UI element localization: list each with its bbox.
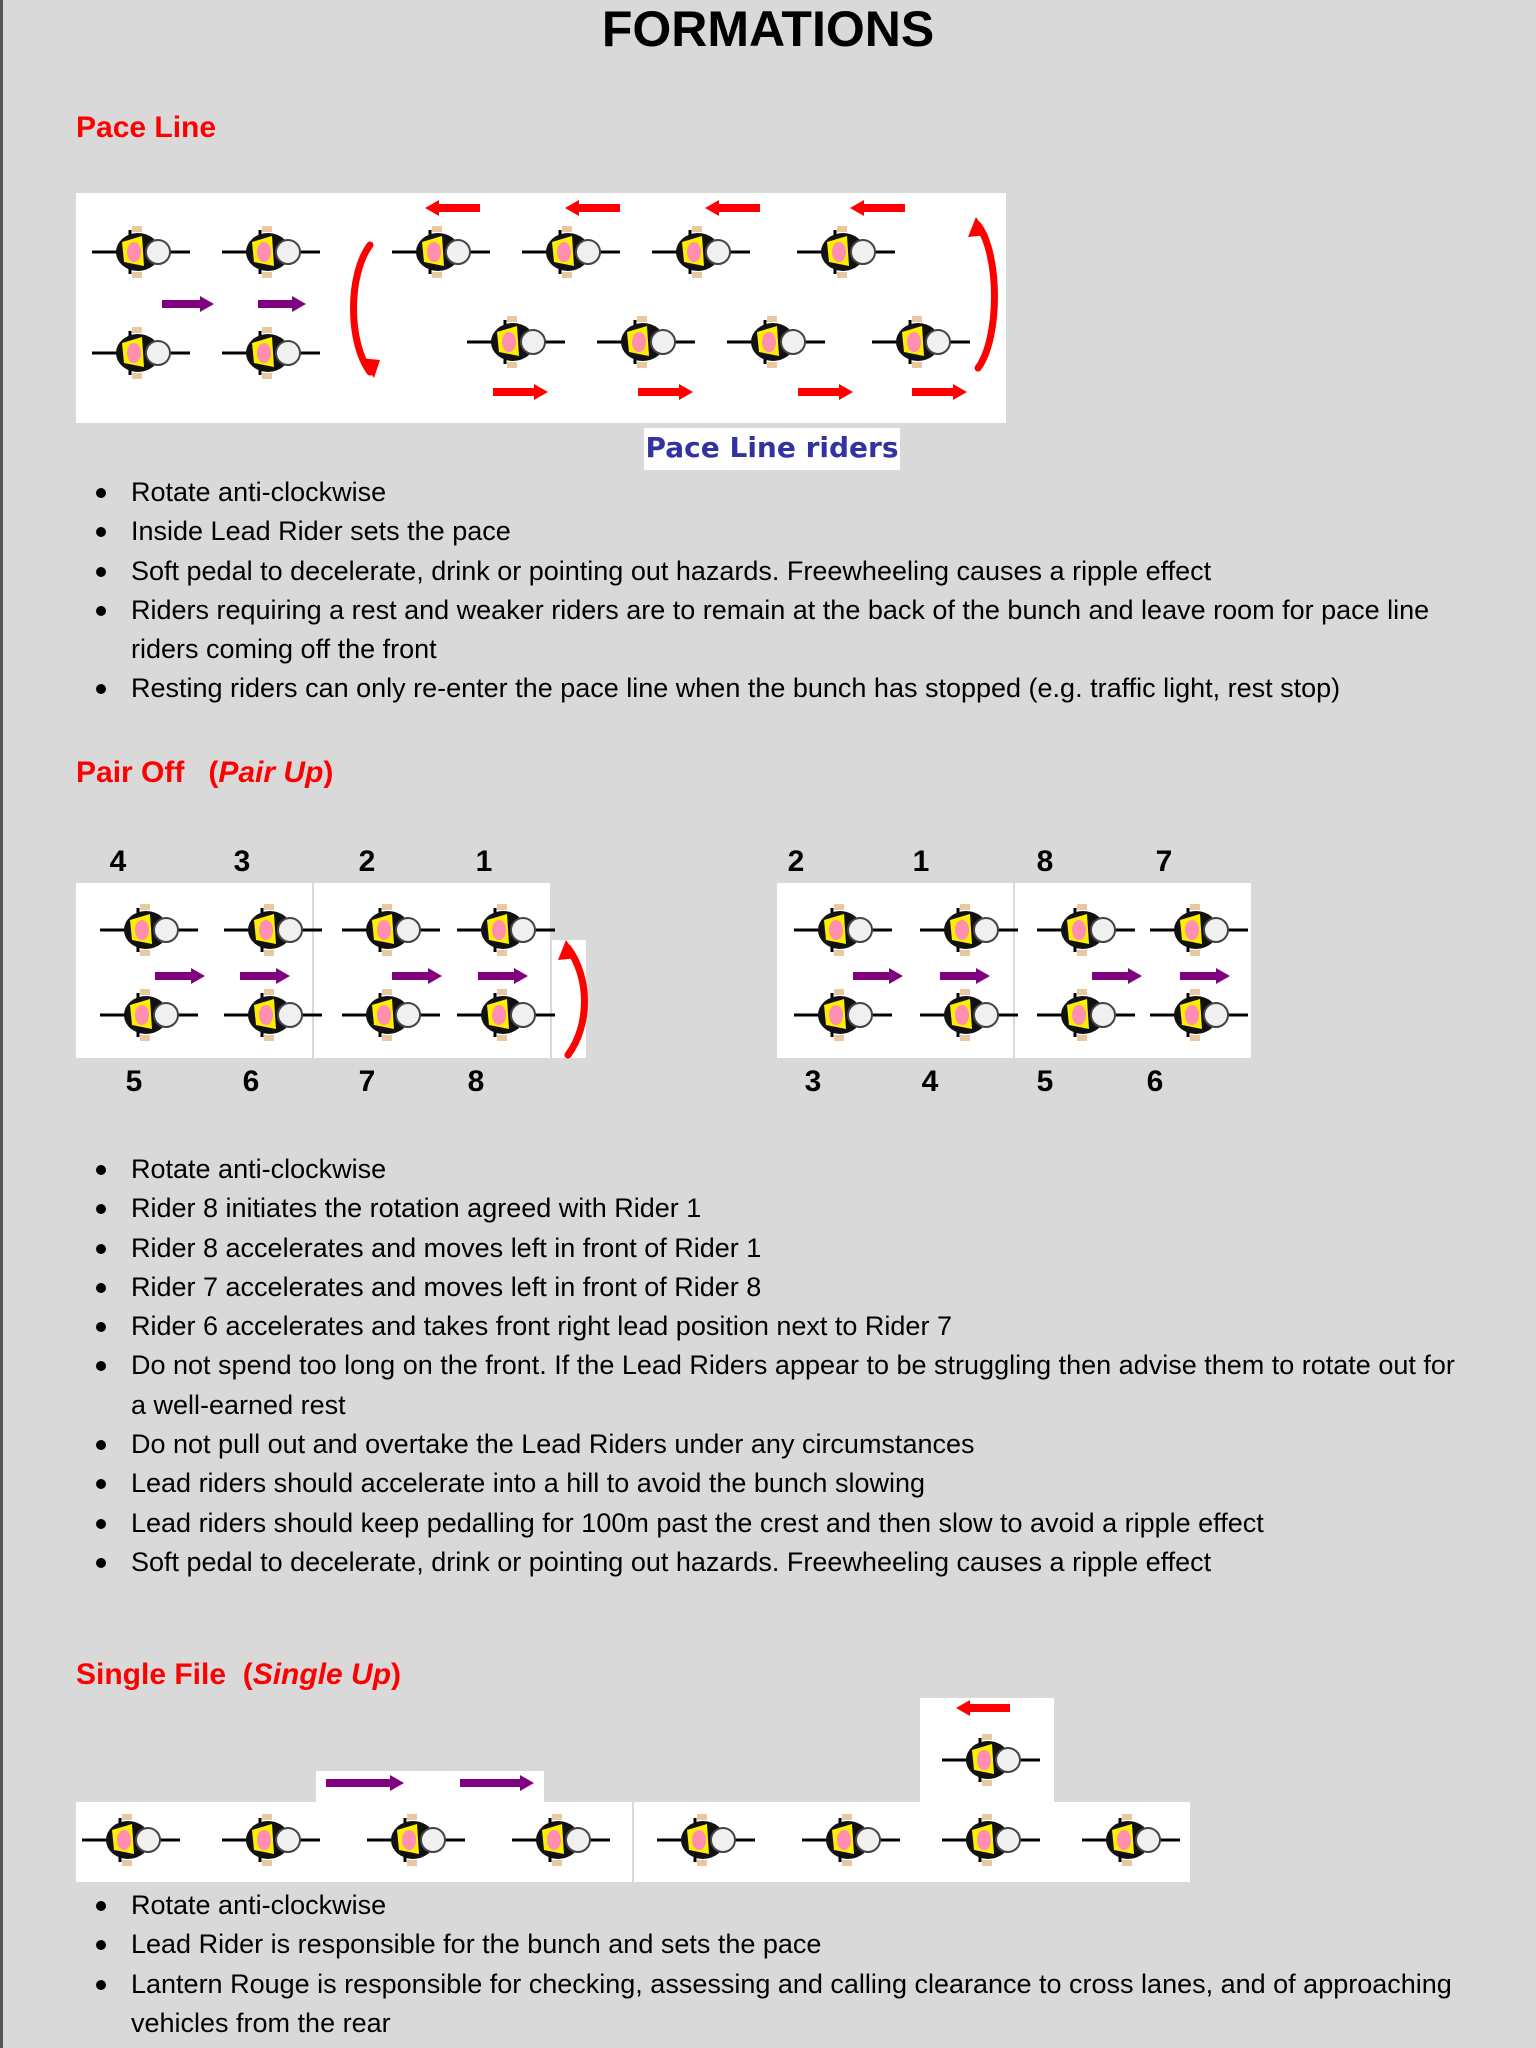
list-item: Rider 6 accelerates and takes front right lead position next to Rider 7 [76, 1307, 1476, 1346]
pair-off-heading-text: Pair Off [76, 756, 185, 789]
list-item: Rotate anti-clockwise [76, 1886, 1476, 1925]
cyclist-icon [942, 1814, 1040, 1866]
list-item: Rider 7 accelerates and moves left in front of Rider 8 [76, 1268, 1476, 1307]
cyclist-icon [367, 1814, 465, 1866]
pace-line-caption: Pace Line riders [644, 428, 900, 470]
list-item: Rider 8 accelerates and moves left in front of Rider 1 [76, 1229, 1476, 1268]
cyclist-icon [222, 1814, 320, 1866]
rider-number: 4 [921, 1065, 939, 1098]
arrow-left-icon [956, 1700, 1010, 1716]
rider-number: 2 [358, 845, 376, 878]
cyclist-icon [82, 1814, 180, 1866]
list-item: Lead Rider is responsible for the bunch and sets the pace [76, 1925, 1476, 1964]
pair-off-heading: Pair Off (Pair Up) [76, 756, 334, 789]
rider-number: 6 [1146, 1065, 1164, 1098]
rider-number: 8 [1036, 845, 1054, 878]
list-item: Lead riders should keep pedalling for 100m past the crest and then slow to avoid a ripple effect [76, 1504, 1476, 1543]
list-item: Lead riders should accelerate into a hill to avoid the bunch slowing [76, 1464, 1476, 1503]
list-item: Rotate anti-clockwise [76, 473, 1476, 512]
rider-number: 7 [358, 1065, 376, 1098]
list-item: Do not pull out and overtake the Lead Riders under any circumstances [76, 1425, 1476, 1464]
cyclist-icon [657, 1814, 755, 1866]
arrow-right-icon [460, 1775, 534, 1791]
rider-number: 1 [475, 845, 493, 878]
rider-number: 2 [787, 845, 805, 878]
rider-number: 3 [233, 845, 251, 878]
list-item: Lantern Rouge is responsible for checking, assessing and calling clearance to cross lanes, and of approaching vehicles from the rear [76, 1965, 1476, 2044]
rider-number: 4 [109, 845, 127, 878]
list-item: Do not spend too long on the front. If the Lead Riders appear to be struggling then advise them to rotate out for a well-earned rest [76, 1346, 1476, 1425]
list-item: Soft pedal to decelerate, drink or pointing out hazards. Freewheeling causes a ripple effect [76, 1543, 1476, 1582]
list-item: Rider 8 initiates the rotation agreed with Rider 1 [76, 1189, 1476, 1228]
single-file-heading-text: Single File [76, 1658, 227, 1691]
rider-number: 5 [125, 1065, 143, 1098]
single-file-heading: Single File (Single Up) [76, 1658, 402, 1691]
rider-number: 5 [1036, 1065, 1054, 1098]
rider-number: 8 [467, 1065, 485, 1098]
single-file-bullet-list [76, 1886, 1476, 2043]
list-item: Riders requiring a rest and weaker riders are to remain at the back of the bunch and leave room for pace line riders coming off the front [76, 591, 1476, 670]
cyclist-icon [802, 1814, 900, 1866]
list-item: Rotate anti-clockwise [76, 1150, 1476, 1189]
list-item: Inside Lead Rider sets the pace [76, 512, 1476, 551]
rider-number: 1 [912, 845, 930, 878]
pace-line-heading-text: Pace Line [76, 111, 217, 144]
rider-number: 3 [804, 1065, 822, 1098]
pair-off-heading-alt: Pair Up [218, 756, 324, 789]
cyclist-icon [1082, 1814, 1180, 1866]
single-file-heading-alt: Single Up [252, 1658, 392, 1691]
page-title: FORMATIONS [601, 1, 935, 57]
list-item: Resting riders can only re-enter the pace line when the bunch has stopped (e.g. traffic light, rest stop) [76, 669, 1476, 708]
rider-number: 7 [1155, 845, 1173, 878]
rider-number: 6 [242, 1065, 260, 1098]
cyclist-icon [512, 1814, 610, 1866]
list-item: Soft pedal to decelerate, drink or pointing out hazards. Freewheeling causes a ripple effect [76, 552, 1476, 591]
cyclist-icon [942, 1734, 1040, 1786]
arrow-right-icon [326, 1775, 404, 1791]
